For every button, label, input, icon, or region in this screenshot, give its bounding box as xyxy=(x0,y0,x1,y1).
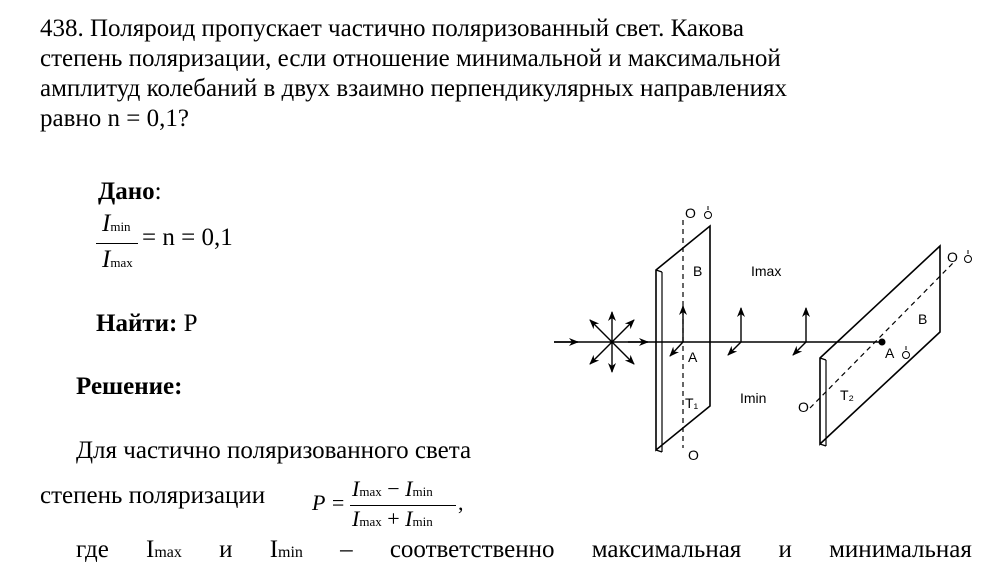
polarizer-diagram xyxy=(548,198,978,468)
num-b-sub: min xyxy=(412,484,433,499)
ratio-denominator xyxy=(102,246,133,274)
word: и xyxy=(219,536,233,563)
ratio-rhs: = n = 0,1 xyxy=(142,224,233,251)
label-o-bottom-t1: O xyxy=(688,447,699,463)
den-a: I xyxy=(352,506,360,531)
problem-line: 438. Поляроид пропускает частично поляризованный свет. Какова xyxy=(40,15,744,42)
word: соответственно xyxy=(389,536,555,563)
imax-sub: max xyxy=(154,544,182,561)
given-title: Дано xyxy=(98,178,155,205)
solution-paragraph-3 xyxy=(76,536,972,564)
num-a: I xyxy=(352,476,360,501)
solution-heading: Решение: xyxy=(76,373,183,400)
label-t1: T₁ xyxy=(685,395,699,411)
problem-line: равно n = 0,1? xyxy=(40,105,189,132)
formula-denominator xyxy=(352,506,433,532)
label-o-top-t2: O xyxy=(947,249,958,265)
formula-comma: , xyxy=(458,490,464,515)
word: минимальная xyxy=(829,536,972,563)
denominator-var: I xyxy=(102,246,111,273)
den-op: + xyxy=(381,506,406,531)
label-o-bottom-t2: O xyxy=(798,399,809,415)
word: и xyxy=(778,536,792,563)
label-t2: T₂ xyxy=(840,387,854,403)
find-label: Найти: xyxy=(96,310,178,337)
formula-numerator xyxy=(352,476,433,502)
ratio-numerator xyxy=(102,210,131,238)
den-b: I xyxy=(405,506,413,531)
given-colon: : xyxy=(154,178,162,205)
label-a-t2: A xyxy=(885,345,895,361)
imin-var: I xyxy=(269,536,279,563)
num-a-sub: max xyxy=(359,484,382,499)
word: где xyxy=(76,536,109,563)
word: – xyxy=(340,536,353,563)
problem-statement xyxy=(40,14,940,134)
problem-line: амплитуд колебаний в двух взаимно перпендикулярных направлениях xyxy=(40,75,787,102)
word: максимальная xyxy=(591,536,742,563)
polarizer-t2 xyxy=(810,246,954,446)
numerator-sub: min xyxy=(110,219,131,234)
find-line xyxy=(96,310,198,338)
label-imin: Imin xyxy=(740,390,767,406)
label-a-t1: A xyxy=(688,349,698,365)
den-b-sub: min xyxy=(412,514,433,529)
label-imax: Imax xyxy=(751,263,782,279)
label-b-t2: B xyxy=(918,311,928,327)
den-a-sub: max xyxy=(359,514,382,529)
given-heading xyxy=(98,178,162,206)
imin-sub: min xyxy=(278,544,303,561)
label-o-top-t1: O xyxy=(685,205,696,221)
label-b-t1: B xyxy=(693,263,703,279)
solution-paragraph-1: Для частично поляризованного света xyxy=(76,437,472,464)
formula-lhs: P = xyxy=(312,490,346,515)
solution-paragraph-2: степень поляризации xyxy=(40,482,266,509)
imax-var: I xyxy=(146,536,155,563)
num-op: − xyxy=(381,476,406,501)
find-value: P xyxy=(183,310,198,337)
word-imin xyxy=(270,536,303,564)
fraction-bar xyxy=(96,243,138,244)
num-b: I xyxy=(405,476,413,501)
numerator-var: I xyxy=(102,210,111,237)
word-imax xyxy=(146,536,182,564)
problem-line: степень поляризации, если отношение минимальной и максимальной xyxy=(40,45,781,72)
denominator-sub: max xyxy=(110,255,133,270)
